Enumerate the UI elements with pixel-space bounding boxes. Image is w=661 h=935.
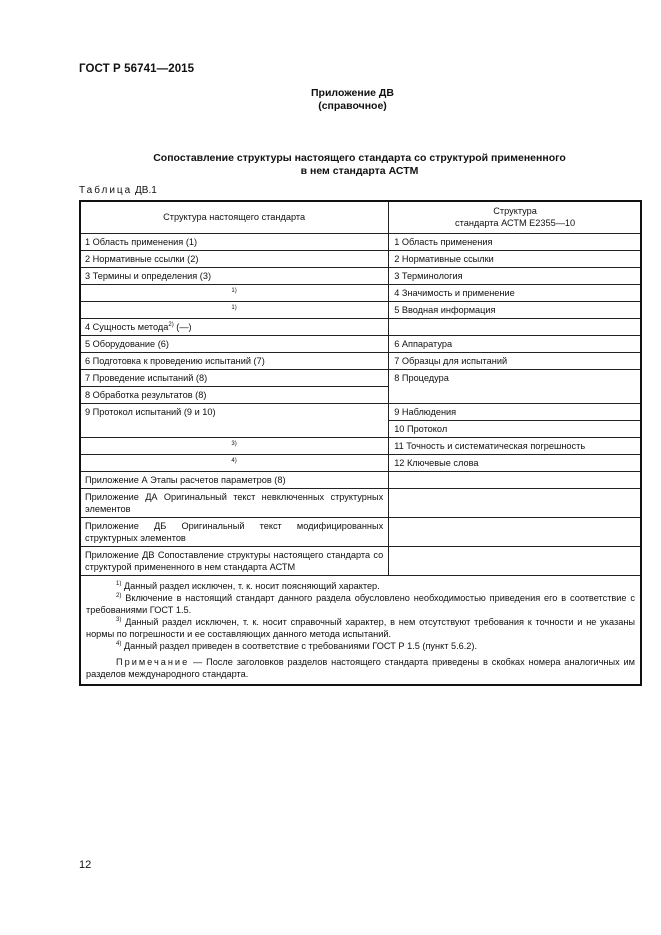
right-cell bbox=[389, 518, 642, 547]
left-cell: 6 Подготовка к проведению испытаний (7) bbox=[80, 353, 389, 370]
right-cell: 3 Терминология bbox=[389, 268, 642, 285]
left-cell-footnote-ref: 3) bbox=[80, 438, 389, 455]
left-cell: 9 Протокол испытаний (9 и 10) bbox=[80, 404, 389, 438]
table-row bbox=[80, 285, 642, 302]
table-caption-number: ДВ.1 bbox=[135, 185, 157, 196]
appendix-subtitle: (справочное) bbox=[318, 100, 387, 112]
left-cell: Приложение А Этапы расчетов параметров (8) bbox=[80, 472, 389, 489]
table-note bbox=[86, 656, 635, 680]
table-caption bbox=[79, 185, 157, 196]
note-label: Примечание bbox=[116, 657, 190, 667]
heading-line-1: Сопоставление структуры настоящего стандарта со структурой примененного bbox=[153, 152, 566, 164]
left-cell-footnote-ref: 1) bbox=[80, 302, 389, 319]
right-cell: 6 Аппаратура bbox=[389, 336, 642, 353]
table-row bbox=[80, 319, 642, 336]
table-row bbox=[80, 370, 642, 387]
comparison-table bbox=[79, 200, 642, 686]
footnote-2 bbox=[86, 592, 635, 616]
footnote-mark: 4) bbox=[116, 640, 122, 647]
right-cell bbox=[389, 319, 642, 336]
appendix-heading bbox=[79, 152, 640, 178]
left-cell-footnote-ref: 1) bbox=[80, 285, 389, 302]
right-cell: 8 Процедура bbox=[389, 370, 642, 404]
left-cell bbox=[80, 319, 389, 336]
table-header-row bbox=[80, 201, 642, 234]
left-cell: Приложение ДА Оригинальный текст невключенных структурных элементов bbox=[80, 489, 389, 518]
footnote-mark: 3) bbox=[116, 616, 122, 623]
right-cell: 1 Область применения bbox=[389, 234, 642, 251]
col-right-header-line-1: Структура bbox=[493, 206, 537, 216]
table-row bbox=[80, 547, 642, 576]
heading-line-2: в нем стандарта АСТМ bbox=[300, 165, 419, 177]
table-caption-label: Таблица bbox=[79, 185, 133, 196]
footnote-mark: 2) bbox=[116, 592, 122, 599]
left-cell: 2 Нормативные ссылки (2) bbox=[80, 251, 389, 268]
table-row bbox=[80, 251, 642, 268]
page-number: 12 bbox=[79, 859, 92, 871]
right-cell: 5 Вводная информация bbox=[389, 302, 642, 319]
table-row bbox=[80, 455, 642, 472]
table-row bbox=[80, 472, 642, 489]
table-row bbox=[80, 489, 642, 518]
cell-text: 4 Сущность метода bbox=[85, 322, 169, 332]
right-cell: 2 Нормативные ссылки bbox=[389, 251, 642, 268]
footnote-3 bbox=[86, 616, 635, 640]
table-row bbox=[80, 518, 642, 547]
right-cell bbox=[389, 472, 642, 489]
appendix-title-block bbox=[0, 87, 661, 113]
table-row bbox=[80, 268, 642, 285]
right-cell: 11 Точность и систематическая погрешность bbox=[389, 438, 642, 455]
footnote-mark: 1) bbox=[116, 580, 122, 587]
table-row bbox=[80, 353, 642, 370]
cell-text-tail: (—) bbox=[173, 322, 192, 332]
footnote-1 bbox=[86, 580, 635, 592]
right-cell: 7 Образцы для испытаний bbox=[389, 353, 642, 370]
footnote-text: Данный раздел исключен, т. к. носит справочный характер, в нем отсутствуют требования к точности и не указаны нормы по погрешности и ее составляющих данного метода испытаний. bbox=[86, 617, 635, 639]
right-cell bbox=[389, 547, 642, 576]
table-row bbox=[80, 438, 642, 455]
table-row bbox=[80, 404, 642, 421]
right-cell bbox=[389, 489, 642, 518]
footnote-4 bbox=[86, 640, 635, 652]
right-cell: 9 Наблюдения bbox=[389, 404, 642, 421]
table-row bbox=[80, 302, 642, 319]
col-right-header-line-2: стандарта АСТМ Е2355—10 bbox=[455, 218, 576, 228]
left-cell: Приложение ДБ Оригинальный текст модифицированных структурных элементов bbox=[80, 518, 389, 547]
left-cell: 3 Термины и определения (3) bbox=[80, 268, 389, 285]
appendix-title: Приложение ДВ bbox=[311, 87, 394, 99]
right-cell: 4 Значимость и применение bbox=[389, 285, 642, 302]
table-row bbox=[80, 234, 642, 251]
footnote-text: Данный раздел исключен, т. к. носит поясняющий характер. bbox=[121, 581, 380, 591]
footnote-ref: 2) bbox=[168, 321, 174, 328]
left-cell-footnote-ref: 4) bbox=[80, 455, 389, 472]
right-cell: 12 Ключевые слова bbox=[389, 455, 642, 472]
right-cell: 10 Протокол bbox=[389, 421, 642, 438]
left-cell: Приложение ДВ Сопоставление структуры настоящего стандарта со структурой примененного в нем стандарта АСТМ bbox=[80, 547, 389, 576]
left-cell: 7 Проведение испытаний (8) bbox=[80, 370, 389, 387]
left-cell: 8 Обработка результатов (8) bbox=[80, 387, 389, 404]
document-id: ГОСТ Р 56741—2015 bbox=[79, 63, 195, 75]
col-right-header bbox=[389, 201, 642, 234]
footnotes-cell bbox=[80, 576, 642, 686]
left-cell: 1 Область применения (1) bbox=[80, 234, 389, 251]
footnote-text: Данный раздел приведен в соответствие с требованиями ГОСТ Р 1.5 (пункт 5.6.2). bbox=[121, 641, 478, 651]
col-left-header: Структура настоящего стандарта bbox=[80, 201, 389, 234]
note-text: — После заголовков разделов настоящего стандарта приведены в скобках номера аналогичных им разделов международного стандарта. bbox=[86, 657, 635, 679]
left-cell: 5 Оборудование (6) bbox=[80, 336, 389, 353]
footnote-text: Включение в настоящий стандарт данного раздела обусловлено необходимостью приведения его в соответствие с требованиями ГОСТ 1.5. bbox=[86, 593, 635, 615]
table-row bbox=[80, 336, 642, 353]
footnotes-row bbox=[80, 576, 642, 686]
